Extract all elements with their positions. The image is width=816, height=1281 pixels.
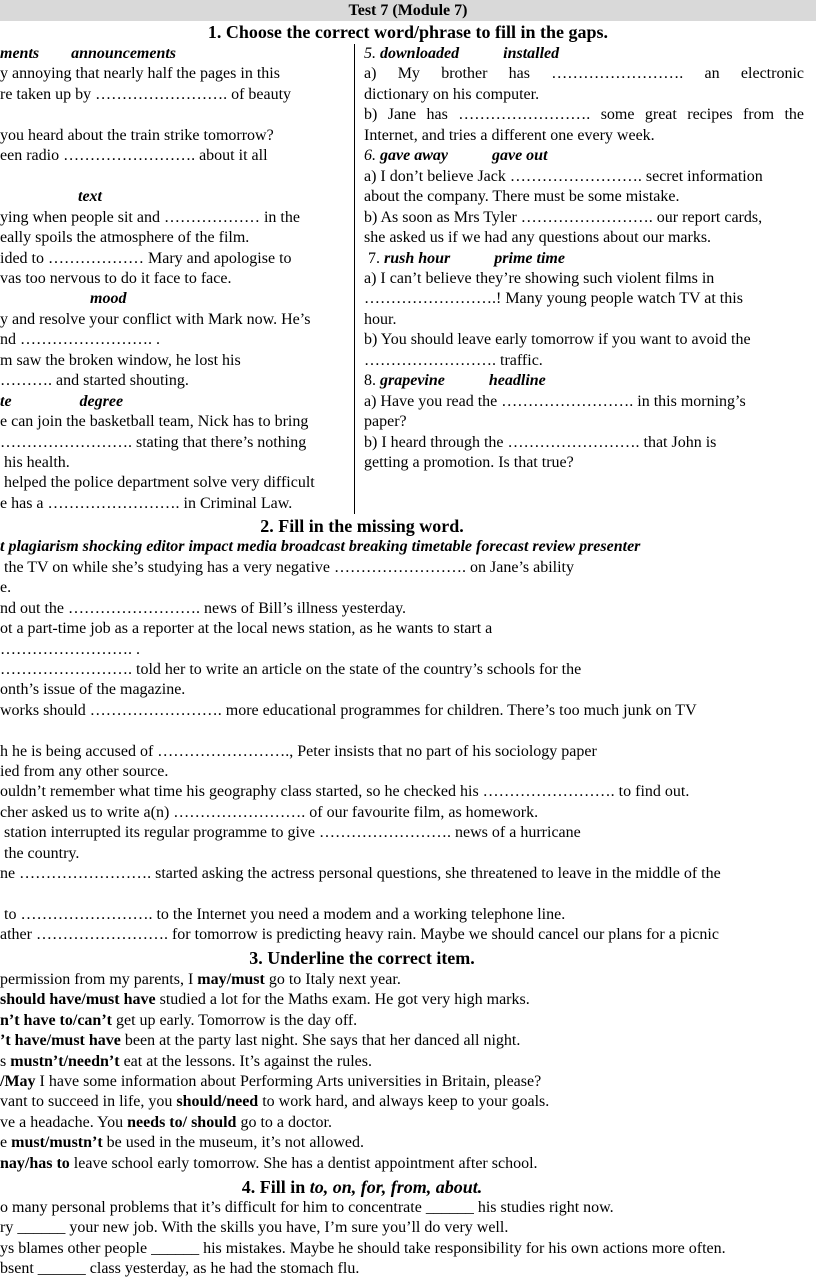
section3-line (0, 1113, 332, 1133)
sentence-end: get up early. Tomorrow is the day off. (111, 1011, 358, 1029)
section2-line: ne ……………………. started asking the actress personal questions, she threatened to leave in the middle of the (0, 865, 721, 882)
section3-line (0, 1031, 520, 1051)
section1-left-line: eally spoils the atmosphere of the film. (0, 229, 250, 247)
section3-line (0, 990, 530, 1010)
section1-right-line: a) My brother has ……………………. an electronic (364, 65, 804, 83)
option-words: gave away gave out (380, 147, 548, 165)
section1-left-line: his health. (0, 454, 70, 471)
section1-left-line: ying when people sit and ……………… in the (0, 208, 300, 226)
test-header: Test 7 (Module 7) (0, 0, 816, 21)
choice-options[interactable]: ’t have/must have (0, 1032, 121, 1050)
sentence-end: studied a lot for the Maths exam. He got very high marks. (155, 991, 530, 1009)
section1-left-line: text (78, 188, 102, 206)
option-number: 6. (364, 147, 380, 165)
section1-left-line: re taken up by ……………………. of beauty (0, 85, 292, 103)
sentence-end: go to Italy next year. (264, 971, 401, 988)
choice-options[interactable]: should/need (176, 1093, 259, 1111)
section2-line: ather ……………………. for tomorrow is predicting heavy rain. Maybe we should cancel our plans for a picnic (0, 926, 719, 944)
section1-left-line: y annoying that nearly half the pages in this (0, 65, 280, 83)
choice-options[interactable]: /May (0, 1073, 36, 1090)
sentence-start: permission from my parents, I (0, 971, 198, 988)
section1-left-line: mood (90, 290, 127, 308)
section1-right-line: paper? (364, 413, 407, 431)
section4-line: ys blames other people ______ his mistakes. Maybe he should take responsibility for his own actions more often. (0, 1239, 726, 1257)
sentence-end: be used in the museum, it’s not allowed. (102, 1134, 364, 1152)
section1-right-line: getting a promotion. Is that true? (364, 454, 574, 471)
section1-right-line: a) I can’t believe they’re showing such violent films in (364, 269, 715, 287)
section3-title: 3. Underline the correct item. (249, 948, 475, 968)
section2-line: onth’s issue of the magazine. (0, 681, 186, 699)
section1-right-line: about the company. There must be some mistake. (364, 188, 680, 206)
option-words: grapevine headline (380, 372, 546, 390)
section1-left-line: e has a ……………………. in Criminal Law. (0, 494, 293, 512)
section1-left-line: helped the police department solve very difficult (0, 474, 315, 492)
choice-options[interactable]: mustn’t/needn’t (10, 1052, 120, 1070)
section2-line: the country. (0, 844, 80, 862)
section1-right-line: hour. (364, 310, 397, 328)
section1-left-line: y and resolve your conflict with Mark now. He’s (0, 310, 311, 328)
section1-left-line: ments announcements (0, 45, 177, 62)
section4-line: ry ______ your new job. With the skills you have, I’m sure you’ll do very well. (0, 1219, 509, 1237)
sentence-end: I have some information about Performing Arts universities in Britain, please? (35, 1073, 542, 1090)
section2-line: ouldn’t remember what time his geography class started, so he checked his ……………………. to find out. (0, 783, 690, 801)
section2-line: the TV on while she’s studying has a very negative ……………………. on Jane’s ability (0, 559, 574, 576)
section1-left-line: ided to ……………… Mary and apologise to (0, 249, 292, 267)
section2-title: 2. Fill in the missing word. (260, 516, 464, 536)
section1-right-line: dictionary on his computer. (364, 85, 540, 103)
option-words: downloaded installed (380, 45, 560, 62)
section1-left-line: e can join the basketball team, Nick has to bring (0, 413, 309, 431)
section2-line: station interrupted its regular programme to give ……………………. news of a hurricane (0, 824, 581, 842)
section3-line (0, 1072, 541, 1092)
section1-right-line: she asked us if we had any questions about our marks. (364, 229, 712, 247)
section2-line: h he is being accused of ……………………., Peter insists that no part of his sociology paper (0, 742, 597, 760)
option-number: 8. (364, 372, 380, 390)
section4-line: o many personal problems that it’s difficult for him to concentrate ______ his studies right now. (0, 1199, 614, 1216)
section2-line: ied from any other source. (0, 763, 169, 780)
section1-right-line (364, 44, 559, 64)
column-divider (354, 44, 355, 514)
section1-right-line: b) Jane has ……………………. some great recipes from the (364, 106, 804, 124)
section2-line: works should ……………………. more educational programmes for children. There’s too much junk on TV (0, 701, 697, 719)
section3-line (0, 1011, 357, 1031)
section2-word-bank: t plagiarism shocking editor impact media broadcast breaking timetable forecast review presenter (0, 538, 641, 555)
sentence-end: eat at the lessons. It’s against the rules. (119, 1052, 372, 1070)
option-number: 5. (364, 45, 380, 62)
section1-left-line: nd ……………………. . (0, 331, 160, 349)
sentence-end: been at the party last night. She says that her danced all night. (120, 1032, 521, 1050)
section1-right-line (364, 249, 565, 269)
choice-options[interactable]: needs to/ should (127, 1113, 237, 1131)
section1-left-line: m saw the broken window, he lost his (0, 351, 241, 369)
option-number: 7. (364, 249, 384, 267)
section1-right-line: a) I don’t believe Jack ……………………. secret information (364, 167, 763, 185)
sentence-start: e (0, 1134, 12, 1152)
choice-options[interactable]: n’t have to/can’t (0, 1011, 112, 1029)
choice-options[interactable]: may/must (197, 971, 265, 988)
section2-line: ot a part-time job as a reporter at the local news station, as he wants to start a (0, 620, 493, 638)
section1-right-line: b) I heard through the ……………………. that John is (364, 433, 717, 451)
section1-right-line: b) You should leave early tomorrow if you want to avoid the (364, 331, 751, 349)
section4-title (0, 1177, 724, 1197)
section1-right-line: Internet, and tries a different one every week. (364, 126, 655, 144)
section1-left-line: vas too nervous to do it face to face. (0, 269, 232, 287)
section4-line: bsent ______ class yesterday, as he had the stomach flu. (0, 1260, 360, 1278)
section2-line: nd out the ……………………. news of Bill’s illness yesterday. (0, 599, 407, 617)
section1-title: 1. Choose the correct word/phrase to fill in the gaps. (207, 22, 609, 42)
section1-left-line: een radio ……………………. about it all (0, 147, 268, 165)
section1-right-line: …………………….! Many young people watch TV at this (364, 290, 743, 308)
section3-line (0, 1052, 372, 1072)
sentence-start: ve a headache. You (0, 1113, 128, 1131)
section2-line: cher asked us to write a(n) ……………………. of our favourite film, as homework. (0, 803, 539, 821)
section3-line (0, 970, 401, 990)
section1-left-line: ……………………. stating that there’s nothing (0, 433, 307, 451)
section3-line (0, 1133, 364, 1153)
choice-options[interactable]: must/mustn’t (11, 1134, 103, 1152)
section2-line: to ……………………. to the Internet you need a modem and a working telephone line. (0, 905, 566, 923)
section4-title-text: 4. Fill in (241, 1177, 310, 1197)
option-words: rush hour prime time (384, 249, 565, 267)
sentence-start: s (0, 1052, 11, 1070)
sentence-end: go to a doctor. (236, 1113, 332, 1131)
sentence-end: leave school early tomorrow. She has a dentist appointment after school. (69, 1154, 538, 1172)
section1-left-line: te degree (0, 392, 124, 410)
section4-title-prepositions: to, on, for, from, about. (309, 1177, 483, 1197)
section2-line: ……………………. . (0, 640, 140, 658)
section1-right-line: ……………………. traffic. (364, 351, 543, 369)
section1-left-line: ………. and started shouting. (0, 372, 189, 390)
section2-line: e. (0, 579, 12, 597)
section1-right-line: a) Have you read the ……………………. in this morning’s (364, 392, 746, 410)
section1-right-line (364, 146, 548, 166)
section2-line: ……………………. told her to write an article on the state of the country’s schools for the (0, 661, 582, 678)
section3-line (0, 1154, 538, 1174)
section1-right-line (364, 371, 546, 391)
sentence-start: vant to succeed in life, you (0, 1093, 177, 1111)
section1-left-line: you heard about the train strike tomorrow? (0, 126, 274, 144)
section3-line (0, 1092, 549, 1112)
choice-options[interactable]: should have/must have (0, 991, 156, 1009)
choice-options[interactable]: nay/has to (0, 1154, 70, 1172)
sentence-end: to work hard, and always keep to your goals. (258, 1093, 550, 1111)
section1-right-line: b) As soon as Mrs Tyler ……………………. our report cards, (364, 208, 763, 226)
